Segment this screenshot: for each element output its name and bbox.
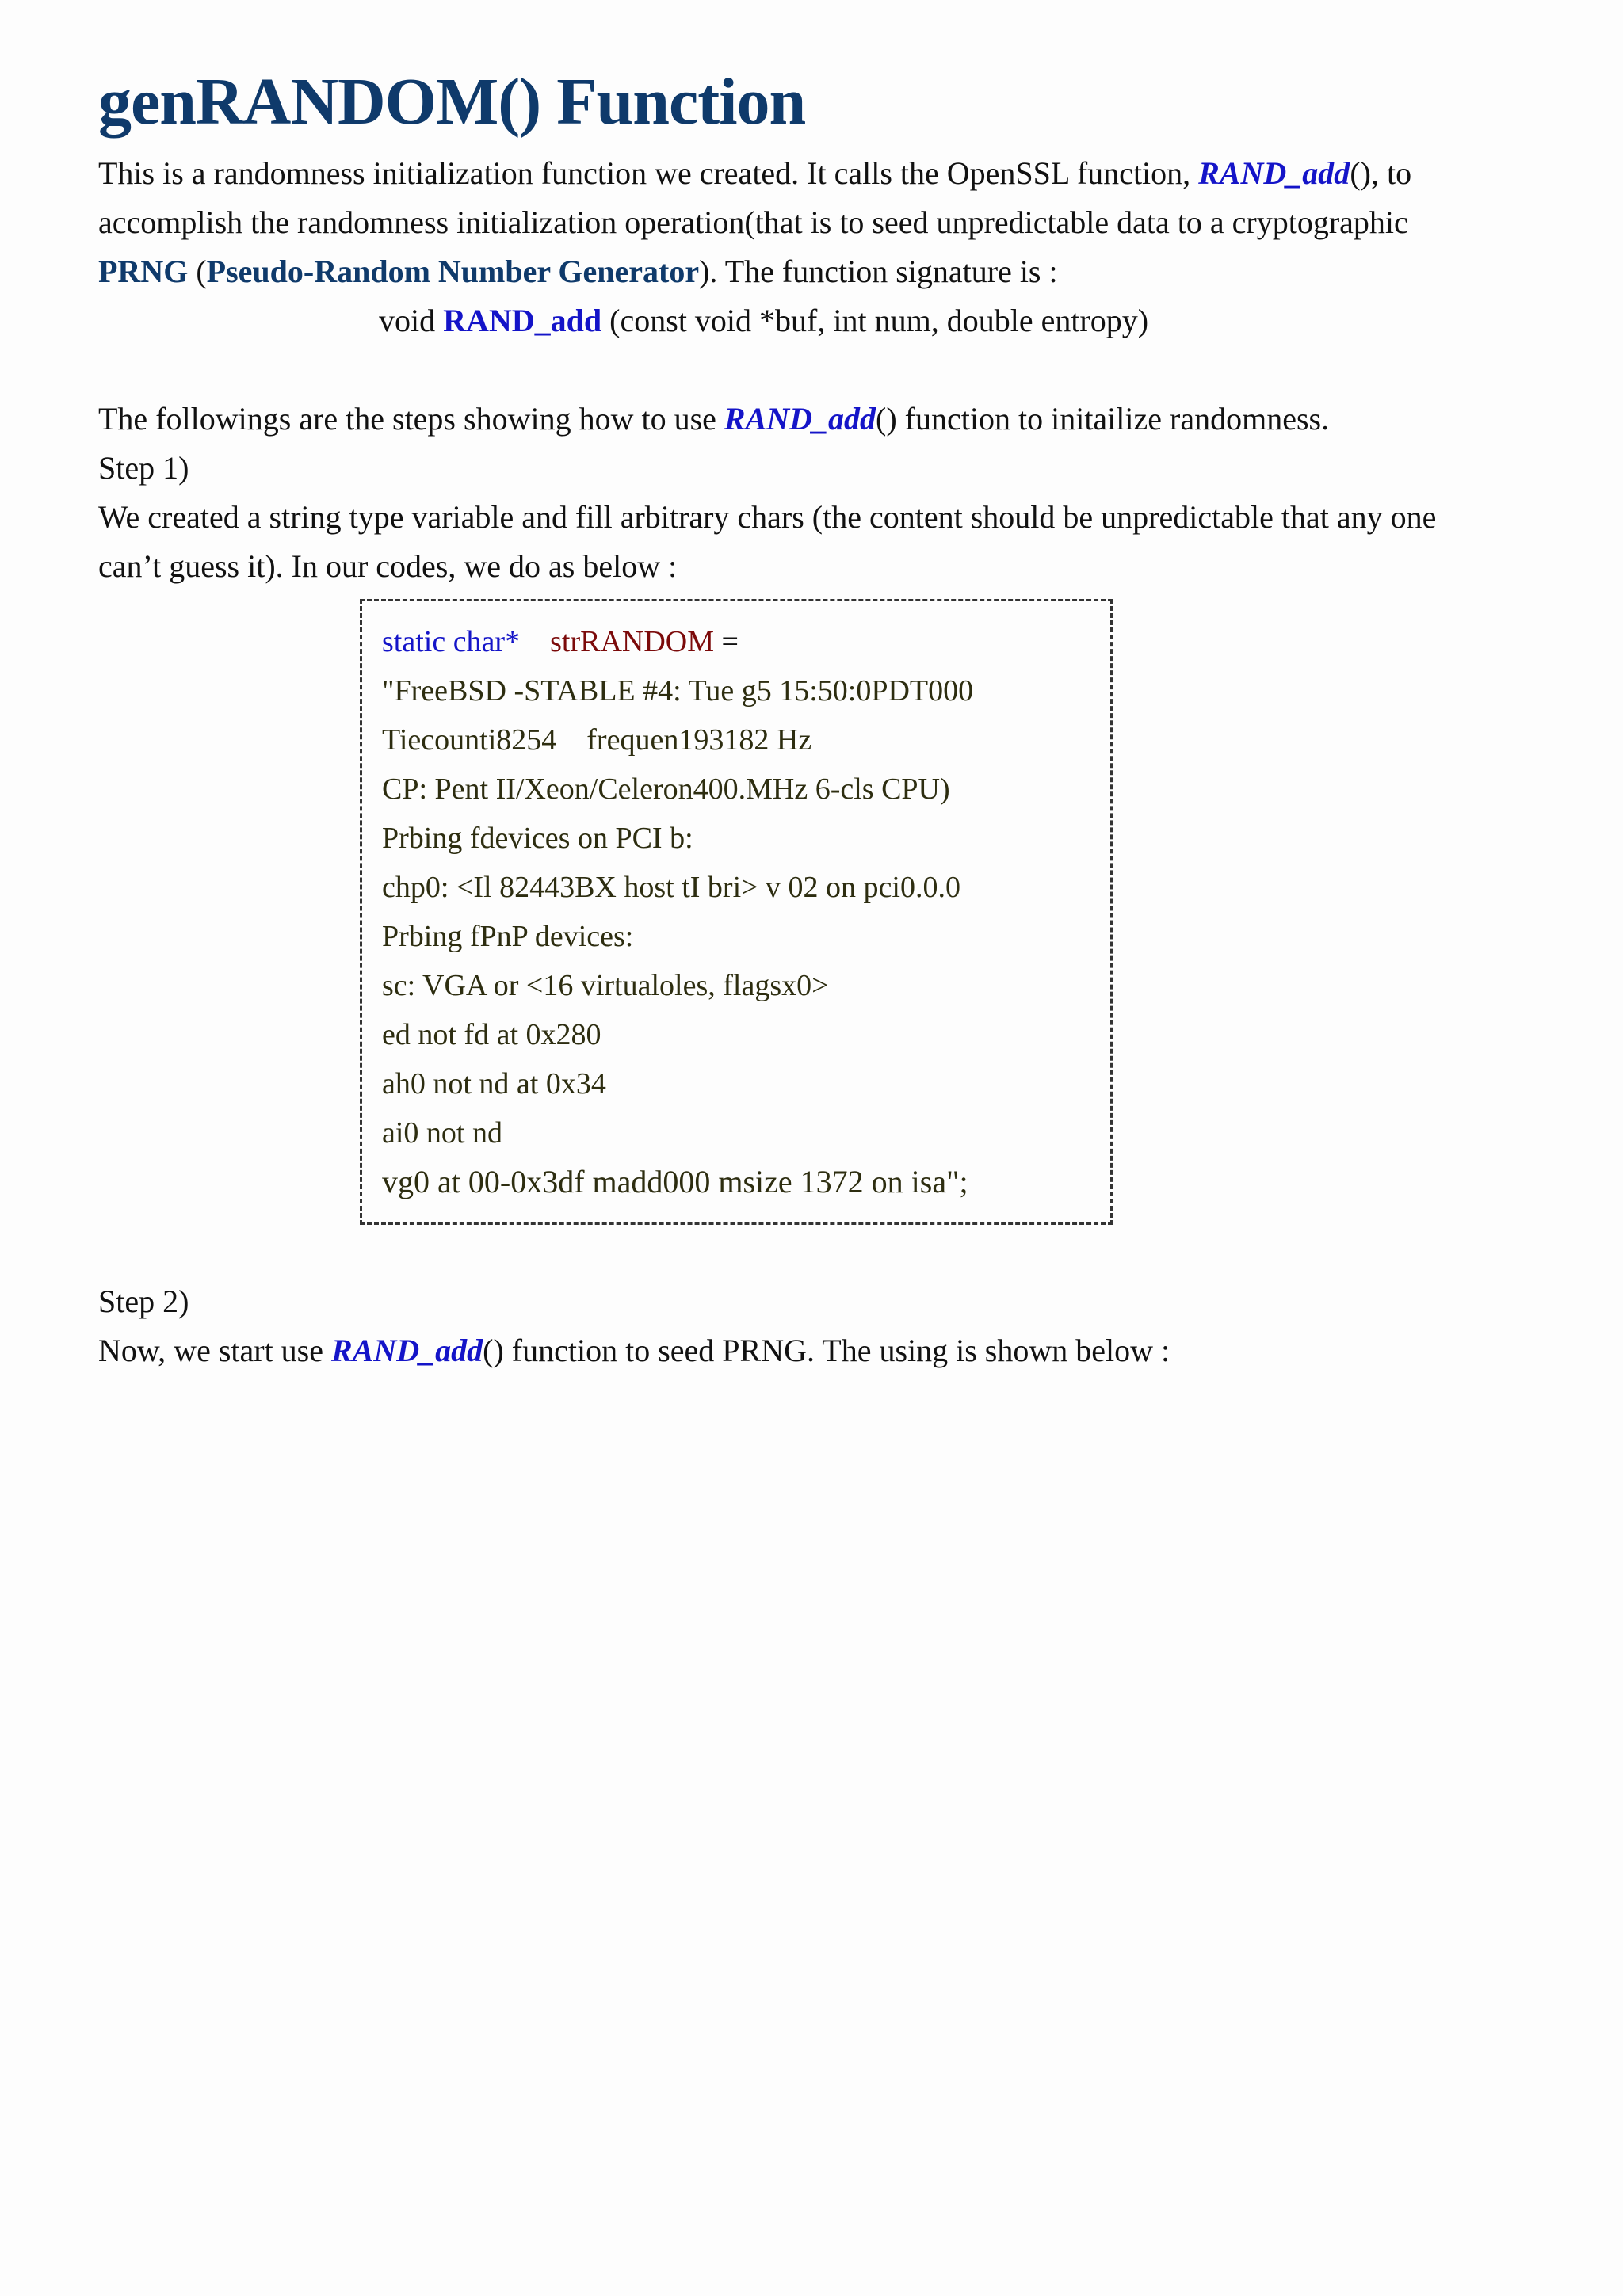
- steps-intro-text-1: The followings are the steps showing how to use: [98, 401, 724, 437]
- intro-paragraph: [98, 149, 1525, 296]
- code-line: CP: Pent II/Xeon/Celeron400.MHz 6-cls CPU): [382, 772, 950, 806]
- code-line: ai0 not nd: [382, 1116, 502, 1150]
- step2-section: [98, 1277, 1525, 1375]
- code-line: chp0: <Il 82443BX host tI bri> v 02 on pci0.0.0: [382, 871, 960, 904]
- steps-intro-text-2: () function to initailize randomness.: [876, 401, 1330, 437]
- intro-text-2: (), to: [1350, 155, 1412, 191]
- code-keyword: static char*: [382, 625, 521, 658]
- code-declaration: [382, 617, 973, 666]
- code-line: Prbing fdevices on PCI b:: [382, 822, 693, 855]
- signature-return-type: void: [379, 303, 444, 338]
- signature-function-name: RAND_add: [443, 303, 602, 338]
- code-last-line: vg0 at 00-0x3df madd000 msize 1372 on isa";: [382, 1164, 968, 1199]
- code-equals: =: [714, 625, 739, 658]
- prng-acronym: PRNG: [98, 254, 189, 289]
- code-line: sc: VGA or <16 virtualoles, flagsx0>: [382, 969, 829, 1002]
- page-title: genRANDOM() Function: [98, 65, 806, 139]
- step2-text-2: () function to seed PRNG. The using is shown below :: [483, 1333, 1170, 1368]
- intro-text-line2: accomplish the randomness initialization operation(that is to seed unpredictable data to a cryptographic: [98, 204, 1408, 240]
- code-line: "FreeBSD -STABLE #4: Tue g5 15:50:0PDT000: [382, 674, 974, 707]
- code-block: [360, 599, 1113, 1225]
- intro-text-4: ). The function signature is :: [699, 254, 1058, 289]
- code-variable: strRANDOM: [550, 625, 714, 658]
- code-line: Tiecounti8254 frequen193182 Hz: [382, 723, 812, 757]
- step2-label: Step 2): [98, 1283, 189, 1319]
- document-body: [98, 55, 1525, 1199]
- step1-label: Step 1): [98, 450, 189, 486]
- function-name-rand-add: RAND_add: [1198, 155, 1350, 191]
- code-line: ah0 not nd at 0x34: [382, 1067, 606, 1100]
- step1-line1: We created a string type variable and fill arbitrary chars (the content should be unpredictable that any one: [98, 499, 1437, 535]
- code-line: ed not fd at 0x280: [382, 1018, 601, 1051]
- code-line: Prbing fPnP devices:: [382, 920, 634, 953]
- signature-params: (const void *buf, int num, double entropy): [601, 303, 1149, 338]
- intro-text-1: This is a randomness initialization function we created. It calls the OpenSSL function,: [98, 155, 1199, 191]
- step2-description: [98, 1326, 1525, 1375]
- steps-intro: [98, 395, 1525, 444]
- step2-function-name: RAND_add: [331, 1333, 483, 1368]
- intro-text-3: (: [188, 254, 207, 289]
- step1-line2: can’t guess it). In our codes, we do as below :: [98, 548, 678, 584]
- step2-text-1: Now, we start use: [98, 1333, 332, 1368]
- step1-description: [98, 493, 1525, 591]
- prng-full-name: Pseudo-Random Number Generator: [206, 254, 700, 289]
- steps-intro-function-name: RAND_add: [724, 401, 876, 437]
- function-signature: [98, 296, 1525, 345]
